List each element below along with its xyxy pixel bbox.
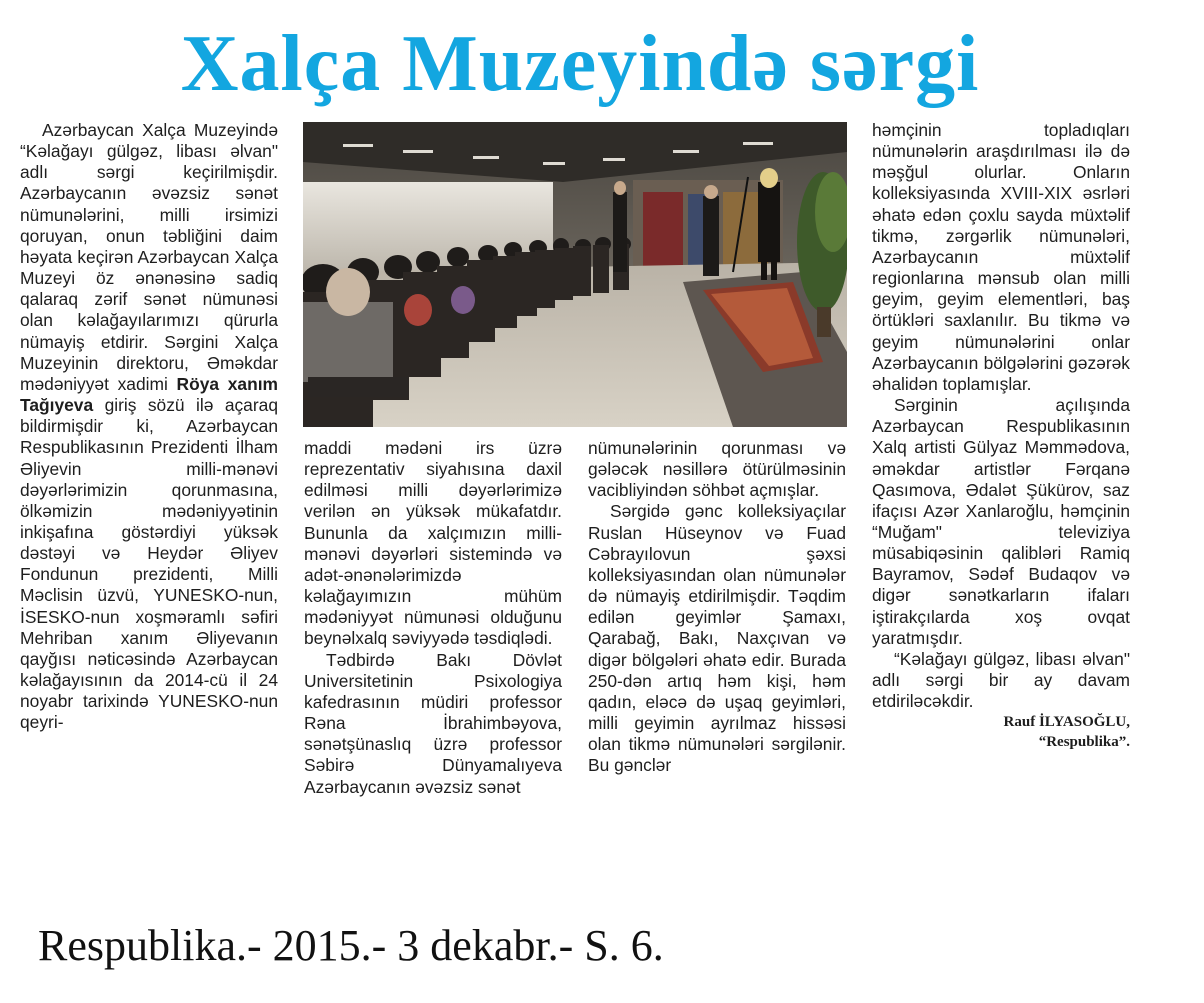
paragraph: Sərgidə gənc kolleksiyaçılar Ruslan Hüseynov və Fuad Cəbrayılovun şəxsi kolleksiyasından olan nümunələr də nümayiş etdirilmişdir. Təqdim edilən geyimlər Şamaxı, Qarabağ, Bakı, Naxçıvan və digər bölgələri əhatə edir. Burada 250-dən artıq həm kişi, həm qadın, eləcə də uşaq geyimləri, milli geyimin ayrılmaz hissəsi olan tikmə nümunələri sərgilənir. Bu gənclər [588, 501, 846, 776]
author-signature: Rauf İLYASOĞLU, [1003, 714, 1130, 731]
director-name: Röya xanım Tağıyeva [20, 373, 278, 416]
paragraph [20, 120, 278, 734]
paragraph: maddi mədəni irs üzrə reprezentativ siyahısına daxil edilməsi milli dəyərlərimizə verilən ən yüksək mükafatdır. Bununla da xalçımızın milli-mənəvi dəyərləri sistemində və adət-ənənələrimizdə kəlağayımızın mühüm mədəniyyət nümunəsi olduğunu beynəlxalq səviyyədə təsdiqlədi. [304, 438, 562, 649]
paragraph: nümunələrinin qorunması və gələcək nəsillərə ötürülməsinin vacibliyindən söhbət açmışlar. [588, 438, 846, 501]
paragraph: Tədbirdə Bakı Dövlət Universitetinin Psixologiya kafedrasının müdiri professor Rəna İbrahimbəyova, sənətşünaslıq üzrə professor Səbirə Dünyamalıyeva Azərbaycanın əvəzsiz sənət [304, 649, 562, 797]
paragraph: həmçinin topladıqları nümunələrin araşdırılması ilə də məşğul olurlar. Onların kolleksiyasında XVIII-XIX əsrləri əhatə edən çoxlu sayda müxtəlif tikmə, zərgərlik nümunələri, Azərbaycanın müxtəlif regionlarına mənsub olan milli geyim, geyim elementləri, baş örtükləri saxlanılır. Bu tikmə və geyim nümunələrini onlar Azərbaycanın bölgələrini gəzərək əhalidən toplamışlar. [872, 120, 1130, 394]
event-photo [303, 122, 847, 427]
article-column-1 [20, 120, 278, 734]
text-run: giriş sözü ilə açaraq bildirmişdir ki, Azərbaycan Respublikasının Prezidenti İlham Əliyevin milli-mənəvi dəyərlərimizin qorunmasına, ölkəmizin mədəniyyətinin inkişafına göstərdiyi yüksək dəstəyi və Heydər Əliyev Fondunun prezidenti, Milli Məclisin üzvü, YUNESKO-nun, İSESKO-nun xoşməramlı səfiri Mehriban xanım Əliyevanın qayğısı nəticəsində Azərbaycan kəlağayısının da 2014-cü il 24 noyabr tarixində YUNESKO-nun qeyri- [20, 395, 278, 733]
paragraph: Sərginin açılışında Azərbaycan Respublikasının Xalq artisti Gülyaz Məmmədova, əməkdar artistlər Fərqanə Qasımova, Ədalət Şükürov, saz ifaçısı Azər Xanlaroğlu, həmçinin “Muğam" televiziya müsabiqəsinin qalibləri Ramiq Bayramov, Sədəf Budaqov və digər sənətkarların ifaları iştirakçılarda xoş ovqat yaratmışdır. [872, 395, 1130, 648]
paragraph: “Kəlağayı gülgəz, libası əlvan" adlı sərgi bir ay davam etdiriləcəkdir. [872, 648, 1130, 712]
text-run: Azərbaycan Xalça Muzeyində “Kəlağayı gülgəz, libası əlvan" adlı sərgi keçirilmişdir. Azərbaycanın əvəzsiz sənət nümunələrini, milli irsimizi qoruyan, onun təbliğini daim həyata keçirən Azərbaycan Xalça Muzeyi öz ənənəsinə sadiq qalaraq zərif sənət nümunəsi olan kəlağayılarımızı qürurla nümayiş etdirir. Sərgini Xalça Muzeyinin direktoru, Əməkdar mədəniyyət xadimi [20, 120, 278, 394]
publication-signature: “Respublika”. [1038, 734, 1130, 751]
article-column-3 [588, 438, 846, 777]
source-citation: Respublika.- 2015.- 3 dekabr.- S. 6. [38, 921, 664, 970]
article-column-4 [872, 120, 1130, 752]
headline: Xalça Muzeyində sərgi [180, 20, 980, 108]
article-column-2 [304, 438, 562, 798]
